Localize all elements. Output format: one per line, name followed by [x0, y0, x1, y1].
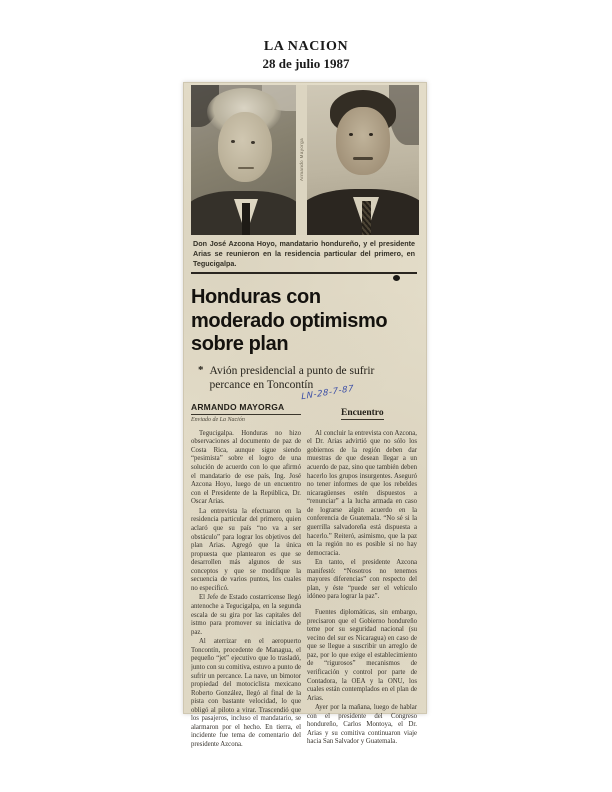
- section-heading-cell: [307, 402, 417, 423]
- paragraph: Ayer por la mañana, luego de hablar con el presidente del Congreso hondureño, Carlos Montoya, el Dr. Arias y su comitiva continuaron viaje hacia San Salvador y Guatemala.: [307, 704, 417, 746]
- handwritten-archive-note: LN-28-7-87: [301, 383, 355, 402]
- byline-role: Enviado de La Nación: [191, 416, 245, 423]
- photo-azcona: [191, 85, 296, 235]
- newspaper-clipping: [183, 82, 427, 749]
- subhead: [198, 364, 417, 393]
- article-column-left: [191, 430, 301, 752]
- paragraph: Tegucigalpa. Honduras no hizo observaciones al documento de paz de Costa Rica, aunque sigue siendo “pesimista” sobre el logro de una solución de acuerdo con lo que afirmó el mandatario de ese país, Ing. José Azcona Hoyo, luego de un encuentro con el Presidente de la República, Dr. Oscar Arias.: [191, 429, 301, 506]
- photo-row: [184, 83, 426, 235]
- photo-detail: [218, 112, 272, 182]
- article-column-right: [307, 430, 417, 752]
- page-header: [0, 0, 612, 72]
- subhead-asterisk: *: [198, 364, 204, 377]
- publication-name: LA NACION: [263, 39, 349, 54]
- photo-detail: [349, 133, 353, 136]
- ink-smudge: [393, 275, 400, 281]
- photo-caption: Don José Azcona Hoyo, mandatario hondureño, y el presidente Arias se reunieron en la residencia particular del primero, en Tegucigalpa.: [191, 237, 417, 274]
- photo-detail: [353, 157, 373, 160]
- byline-row: [191, 383, 417, 423]
- photo-detail: [242, 203, 250, 235]
- publication-date: 28 de julio 1987: [262, 55, 350, 71]
- photo-detail: [231, 140, 235, 143]
- subhead-text: Avión presidencial a punto de sufrir percance en Toncontín: [209, 365, 375, 392]
- headline: Honduras con moderado optimismo sobre plan: [191, 286, 388, 356]
- photo-detail: [362, 201, 371, 235]
- paragraph: En tanto, el presidente Azcona manifestó: “Nosotros no tenemos mayores diferencias” con respecto del plan, y éste “puede ser el vehículo idóneo para lograr la paz”.: [307, 559, 417, 601]
- photo-arias: [307, 85, 419, 235]
- photo-credit-strip: [296, 85, 307, 235]
- photo-detail: [336, 107, 390, 175]
- paragraph: La entrevista la efectuaron en la residencia particular del primero, quien aclaró que su país “no va a ser obstáculo” para lograr los objetivos del plan Arias. Agregó que la única propuesta que plantearon es que se desarrollen más algunos de sus conceptos y que se modifique la secuencia de varios puntos, los cuales no especificó.: [191, 507, 301, 592]
- section-heading: Encuentro: [341, 407, 384, 418]
- paragraph: Al concluir la entrevista con Azcona, el Dr. Arias advirtió que no sólo los gobiernos de la región deben dar muestras de que desean llegar a un acuerdo de paz, sino que también deben hacerlo los grupos insurgentes. Aseguró no tener informes de que los rebeldes nicaragüenses estén dispuestos a “renunciar” a la lucha armada en caso de lograrse algún acuerdo en la conferencia de Guatemala. “No sé si la guerrilla salvadoreña está dispuesta a hacerlo.” Reiteró, asimismo, que la paz en la región no es posible si no hay democracia.: [307, 429, 417, 557]
- paragraph: Al aterrizar en el aeropuerto Toncontín, procedente de Managua, el pequeño “jet” ejecutivo que lo trasladó, junto con su comitiva, estuvo a punto de sufrir un percance. La nave, un bimotor propiedad del motociclista mexicano Roberto González, llegó al final de la pista con bastante velocidad, lo que obligó al piloto a virar. Trascendió que los pasajeros, incluso el mandatario, se alarmaron por el hecho. En tierra, el incidente fue tema de comentario del presidente Azcona.: [191, 638, 301, 749]
- photo-credit: Armando Mayorga: [299, 138, 304, 182]
- photo-detail: [238, 167, 254, 169]
- byline-author: ARMANDO MAYORGA: [191, 402, 301, 415]
- article-body: [191, 430, 417, 752]
- paragraph: El Jefe de Estado costarricense llegó antenoche a Tegucigalpa, en la segunda escala de su gira por las capitales del istmo para promover su iniciativa de paz.: [191, 594, 301, 636]
- byline-cell: [191, 402, 301, 423]
- paragraph: Fuentes diplomáticas, sin embargo, precisaron que el Gobierno hondureño teme por su seguridad nacional (su vecino del sur es Nicaragua) en caso de que se llegue a suscribir un arreglo de paz, por lo que exige el establecimiento de “rigurosos” mecanismos de verificación y control por parte de Contadora, la OEA y la ONU, los cuales están contemplados en el plan de Arias.: [307, 609, 417, 702]
